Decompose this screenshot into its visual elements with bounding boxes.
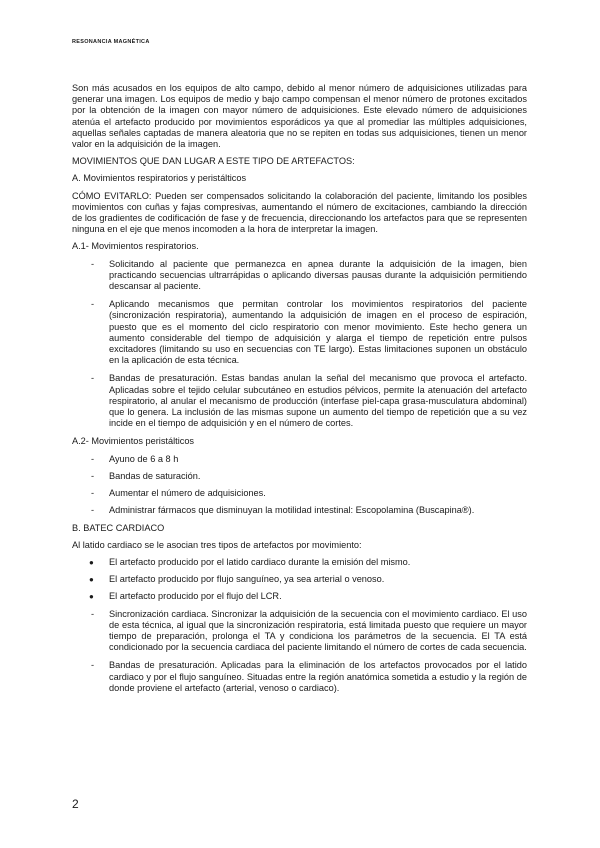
b-bullet-list: [72, 557, 527, 603]
list-item: - Ayuno de 6 a 8 h: [91, 453, 179, 464]
dash-marker: -: [91, 608, 95, 619]
page-number: 2: [72, 797, 79, 811]
list-item: - Aplicando mecanismos que permitan controlar los movimientos respiratorios del paciente (sincronización respiratoria), aumentando la adquisición de imagen en el proceso de espiración, puesto que es el momento del ciclo respiratorio con menor movimiento. Este hecho genera un aumento considerable del tiempo de adquisición y alarga el tiempo de repetición entre pulsos excitadores (limitando su uso en secuencias con TE largo). Estas limitaciones suponen un obstáculo en la aplicación de esta técnica.: [91, 299, 527, 366]
b-intro: Al latido cardiaco se le asocian tres tipos de artefactos por movimiento:: [72, 539, 362, 550]
list-item: - Aumentar el número de adquisiciones.: [91, 488, 266, 499]
dash-marker: -: [91, 373, 95, 384]
dash-marker: -: [91, 505, 95, 516]
a1-heading: A.1- Movimientos respiratorios.: [72, 241, 199, 252]
bullet-marker: ●: [89, 575, 94, 585]
list-item: ● El artefacto producido por el latido cardiaco durante la emisión del mismo.: [89, 556, 411, 567]
como-evitarlo-paragraph: CÓMO EVITARLO: Pueden ser compensados solicitando la colaboración del paciente, limitando los posibles movimientos con cuñas y fajas compresivas, aumentando el número de excitaciones, cambiando la dirección de los gradientes de codificación de fase y de frecuencia, direccionando los artefactos para que se representen ninguna en el eje que menos incomoden a la hora de interpretar la imagen.: [72, 190, 527, 235]
list-item: - Solicitando al paciente que permanezca en apnea durante la adquisición de la imagen, bien practicando secuencias ultrarrápidas o aplicando diversas pausas durante la adquisición permitiendo descansar al paciente.: [91, 258, 527, 292]
list-item: - Bandas de presaturación. Estas bandas anulan la señal del mecanismo que provoca el artefacto. Aplicadas sobre el tejido celular subcutáneo en estudios pélvicos, permite la atenuación del artefacto respiratorio, al anular el mecanismo de producción (interfase piel-capa grasa-musculatura abdominal) que lo genera. La inclusión de las mismas supone un aumento del tiempo de repetición que a su vez incide en el tiempo de adquisición y en el número de cortes.: [91, 373, 527, 429]
dash-marker: -: [91, 299, 95, 310]
bullet-marker: ●: [89, 592, 94, 602]
list-item: - Administrar fármacos que disminuyan la motilidad intestinal: Escopolamina (Buscapina®).: [91, 505, 475, 516]
bullet-marker: ●: [89, 557, 94, 567]
list-item: ● El artefacto producido por flujo sanguíneo, ya sea arterial o venoso.: [89, 574, 385, 585]
list-item: - Bandas de saturación.: [91, 470, 201, 481]
list-item: - Sincronización cardiaca. Sincronizar la adquisición de la secuencia con el movimiento cardiaco. El uso de esta técnica, al igual que la sincronización respiratoria, está limitada puesto que requiere un mayor tiempo de preparación, prolonga el TA y condiciona los parámetros de la secuencia. El TA está condicionado por la secuencia cardiaca del paciente limitando el número de cortes de cada secuencia.: [91, 608, 527, 653]
dash-marker: -: [91, 488, 95, 499]
intro-paragraph: Son más acusados en los equipos de alto campo, debido al menor número de adquisiciones utilizadas para generar una imagen. Los equipos de medio y bajo campo compensan el menor número de protones excitados por la obtención de la imagen con mayor número de adquisiciones. Este elevado número de adquisiciones atenúa el artefacto producido por movimientos esporádicos ya que al promediar las múltiples adquisiciones, aquellas señales captadas de manera aleatoria que no se repiten en todas sus adquisiciones, tienen un menor valor en la adquisición de la imagen.: [72, 83, 527, 150]
a2-list: [72, 454, 527, 517]
b-dash-list: [72, 609, 527, 694]
a1-list: [72, 259, 527, 430]
running-header: RESONANCIA MAGNÉTICA: [72, 39, 150, 45]
section-b-heading: B. BATEC CARDIACO: [72, 522, 165, 533]
section-title: MOVIMIENTOS QUE DAN LUGAR A ESTE TIPO DE ARTEFACTOS:: [72, 156, 355, 167]
dash-marker: -: [91, 470, 95, 481]
dash-marker: -: [91, 453, 95, 464]
list-item: - Bandas de presaturación. Aplicadas para la eliminación de los artefactos provocados por el latido cardiaco y por el flujo sanguíneo. Situadas entre la región anatómica sometida a estudio y la región de donde proviene el artefacto (arterial, venoso o cardiaco).: [91, 660, 527, 693]
a2-heading: A.2- Movimientos peristálticos: [72, 436, 195, 447]
body-text: [72, 83, 527, 701]
section-a-heading: A. Movimientos respiratorios y peristálticos: [72, 173, 247, 184]
dash-marker: -: [91, 660, 95, 671]
list-item: ● El artefacto producido por el flujo del LCR.: [89, 591, 282, 602]
dash-marker: -: [91, 258, 95, 269]
